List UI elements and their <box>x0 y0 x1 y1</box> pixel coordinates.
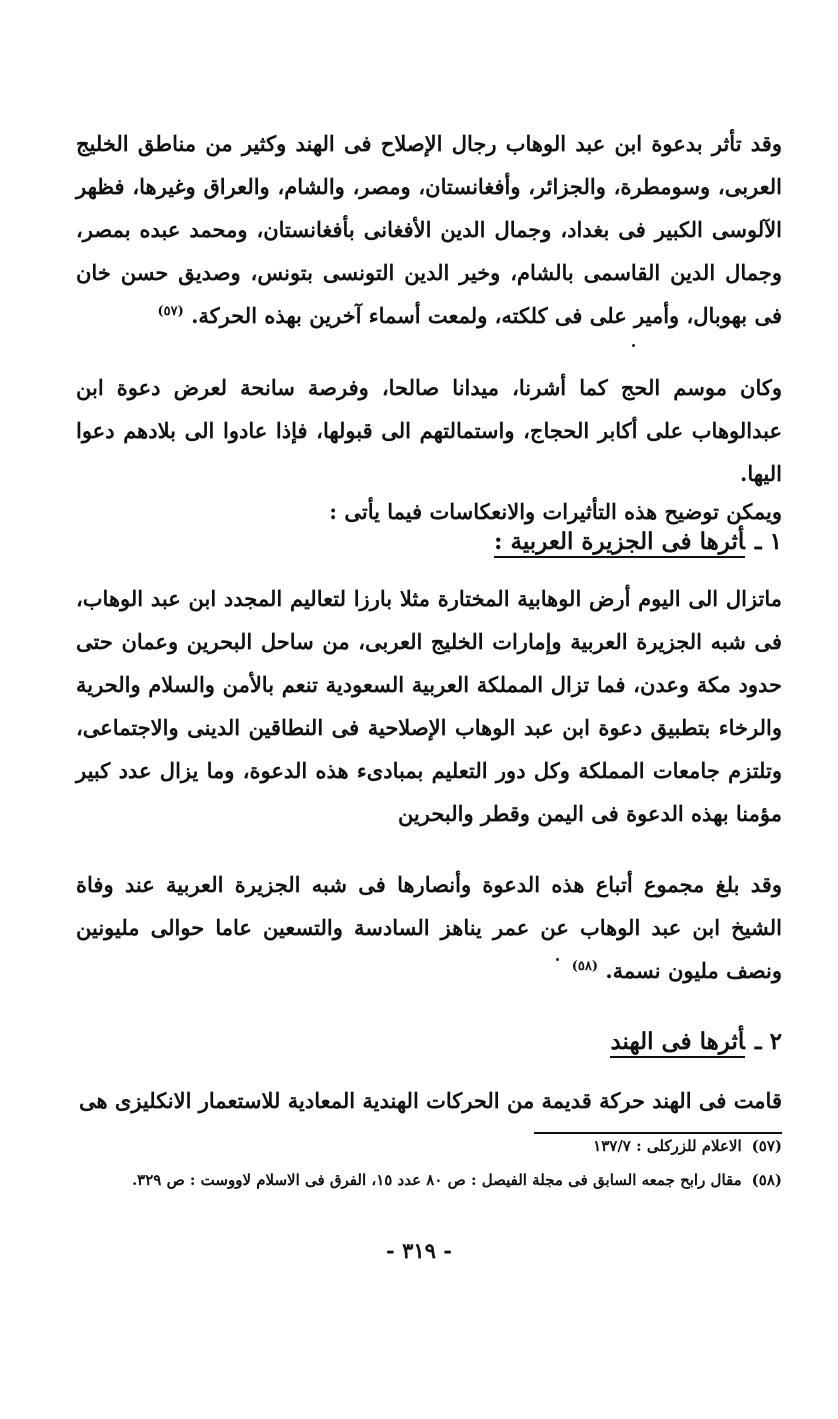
paragraph-text: وقد تأثر بدعوة ابن عبد الوهاب رجال الإصلاح فى الهند وكثير من مناطق الخليج العربى، وسومطرة، والجزائر، وأفغانستان، ومصر، والشام، والعراق وغيرها، فظهر الآلوسى الكبير فى بغداد، وجمال الدين الأفغانى بأفغانستان، ومحمد عبده بمصر، وجمال الدين القاسمى بالشام، وخير الدين التونسى بتونس، وصديق حسن خان فى بهوبال، وأمير على فى كلكته، ولمعت أسماء آخرين بهذه الحركة. <box>76 131 782 328</box>
page-number: - ٣١٩ - <box>386 1238 452 1263</box>
paragraph-arabian-peninsula <box>76 577 782 835</box>
footnote-text: الاعلام للزركلى : ١٣٧/٧ <box>593 1137 742 1155</box>
print-speck <box>632 344 635 347</box>
footnote-reference-58: (٥٨) <box>571 959 599 974</box>
section-number: ٢ ـ <box>754 1028 782 1055</box>
paragraph-text: قامت فى الهند حركة قديمة من الحركات الهندية المعادية للاستعمار الانكليزى هى <box>79 1088 782 1113</box>
paragraph-text: وكان موسم الحج كما أشرنا، ميدانا صالحا، وفرصة سانحة لعرض دعوة ابن عبدالوهاب على أكابر الحجاج، واستمالتهم الى قبولها، فإذا عادوا الى بلادهم دعوا اليها. <box>76 375 782 486</box>
print-speck <box>556 958 559 961</box>
footnote-number: (٥٧) <box>751 1137 782 1155</box>
paragraph-followers-count <box>76 863 782 992</box>
paragraph-reform-influence <box>76 122 782 337</box>
paragraph-india <box>76 1079 782 1122</box>
footnote-text: مقال رابح جمعه السابق فى مجلة الفيصل : ص ٨٠ عدد ١٥، الفرق فى الاسلام لاووست : ص ٣٢٩. <box>131 1171 742 1189</box>
section-heading-india <box>610 1024 782 1060</box>
section-title: أثرها فى الجزيرة العربية : <box>494 528 745 558</box>
footnote-number: (٥٨) <box>751 1171 782 1189</box>
section-heading-arabian-peninsula <box>494 524 782 560</box>
paragraph-text: ماتزال الى اليوم أرض الوهابية المختارة مثلا بارزا لتعاليم المجدد ابن عبد الوهاب، فى شبه الجزيرة العربية وإمارات الخليج العربى، من ساحل البحرين وعمان حتى حدود مكة وعدن، فما تزال المملكة العربية السعودية تنعم بالأمن والسلام والحرية والرخاء بتطبيق دعوة ابن عبد الوهاب الإصلاحية فى النطاقين الدينى والاجتماعى، وتلتزم جامعات المملكة وكل دور التعليم بمبادىء هذه الدعوة، وما يزال عدد كبير مؤمنا بهذه الدعوة فى اليمن وقطر والبحرين <box>76 586 782 826</box>
footnote-58 <box>132 1168 782 1192</box>
footnote-reference-57: (٥٧) <box>157 304 184 319</box>
paragraph-text: ويمكن توضيح هذه التأثيرات والانعكاسات فيما يأتى : <box>329 499 782 524</box>
paragraph-text: وقد بلغ مجموع أتباع هذه الدعوة وأنصارها فى شبه الجزيرة العربية عند وفاة الشيخ ابن عبد الوهاب عن عمر يناهز السادسة والتسعين عاما حوالى مليونين ونصف مليون نسمة. <box>76 872 782 983</box>
footnote-57 <box>593 1134 782 1158</box>
section-number: ١ ـ <box>754 528 782 555</box>
paragraph-hajj-season <box>76 366 782 495</box>
section-title: أثرها فى الهند <box>610 1028 744 1058</box>
